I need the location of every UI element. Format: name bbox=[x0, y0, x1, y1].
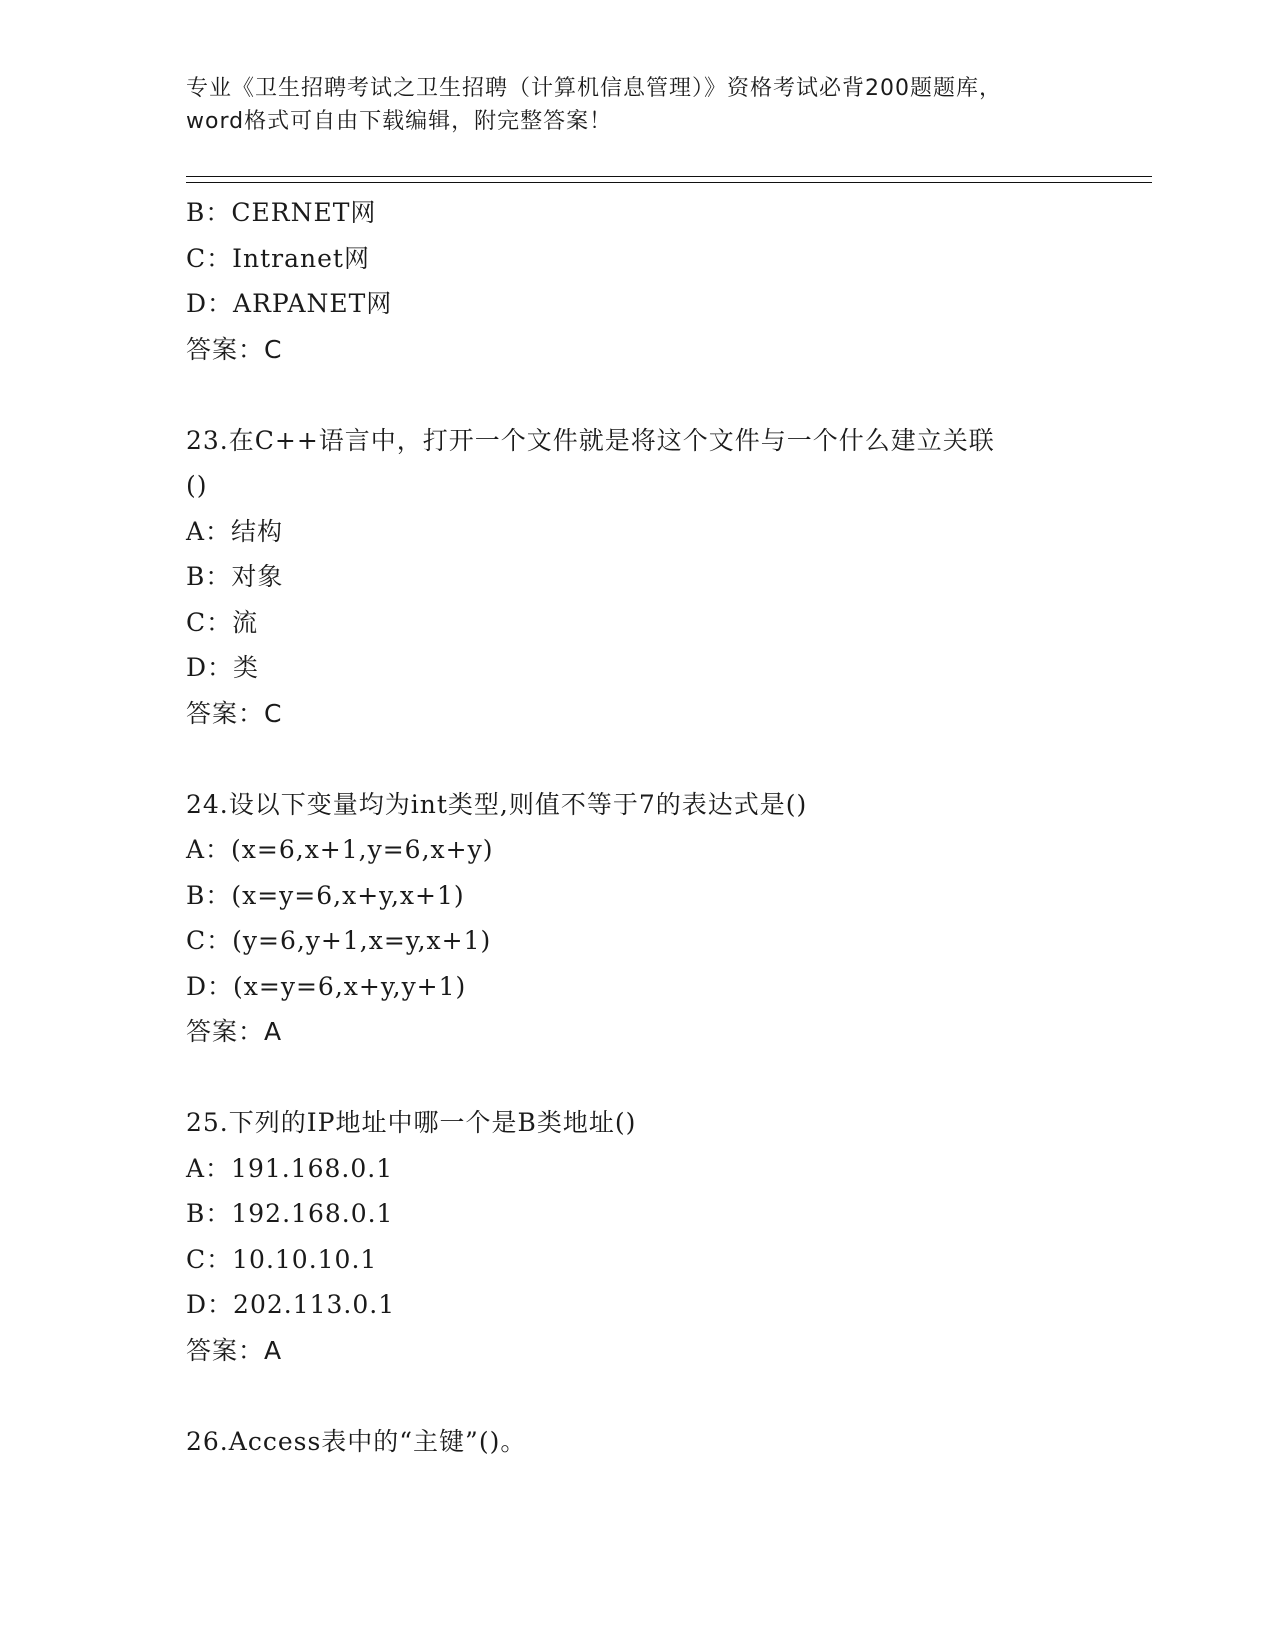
spacer bbox=[186, 1055, 1106, 1101]
question-stem: 26.Access表中的“主键”()。 bbox=[186, 1426, 527, 1456]
option-b: B：CERNET网 bbox=[186, 198, 377, 227]
question-24 bbox=[186, 782, 1106, 1055]
question-22 bbox=[186, 190, 1106, 372]
option-c: C：10.10.10.1 bbox=[186, 1244, 378, 1274]
answer-line: 答案：A bbox=[186, 1017, 283, 1046]
option-c: C：Intranet网 bbox=[186, 243, 370, 273]
option-a: A：(x=6,x+1,y=6,x+y) bbox=[186, 835, 494, 864]
answer-line: 答案：C bbox=[186, 698, 283, 728]
question-26 bbox=[186, 1419, 1106, 1465]
option-b: B：192.168.0.1 bbox=[186, 1199, 394, 1228]
option-b: B：(x=y=6,x+y,x+1) bbox=[186, 880, 465, 910]
option-d: D：202.113.0.1 bbox=[186, 1290, 396, 1319]
spacer bbox=[186, 736, 1106, 782]
option-b: B：对象 bbox=[186, 562, 284, 591]
option-d: D：(x=y=6,x+y,y+1) bbox=[186, 971, 467, 1001]
header-divider-bottom bbox=[186, 182, 1152, 183]
option-d: D：ARPANET网 bbox=[186, 289, 393, 318]
question-stem-continued: () bbox=[186, 471, 208, 500]
header-divider-top bbox=[186, 176, 1152, 177]
document-header bbox=[186, 72, 1086, 138]
question-25 bbox=[186, 1100, 1106, 1373]
option-d: D：类 bbox=[186, 653, 260, 682]
question-stem: 23.在C++语言中，打开一个文件就是将这个文件与一个什么建立关联 bbox=[186, 425, 995, 455]
header-title-line1: 专业《卫生招聘考试之卫生招聘（计算机信息管理）》资格考试必背200题题库， bbox=[186, 76, 1002, 101]
question-list bbox=[186, 190, 1106, 1464]
answer-line: 答案：C bbox=[186, 334, 283, 364]
spacer bbox=[186, 372, 1106, 418]
header-title-line2: word格式可自由下载编辑，附完整答案！ bbox=[186, 109, 613, 134]
question-stem: 25.下列的IP地址中哪一个是B类地址() bbox=[186, 1108, 637, 1137]
spacer bbox=[186, 1373, 1106, 1419]
option-c: C：流 bbox=[186, 607, 259, 637]
question-stem: 24.设以下变量均为int类型,则值不等于7的表达式是() bbox=[186, 789, 808, 819]
answer-line: 答案：A bbox=[186, 1335, 283, 1365]
question-23 bbox=[186, 418, 1106, 737]
option-a: A：结构 bbox=[186, 516, 284, 546]
option-a: A：191.168.0.1 bbox=[186, 1153, 394, 1183]
option-c: C：(y=6,y+1,x=y,x+1) bbox=[186, 926, 492, 955]
